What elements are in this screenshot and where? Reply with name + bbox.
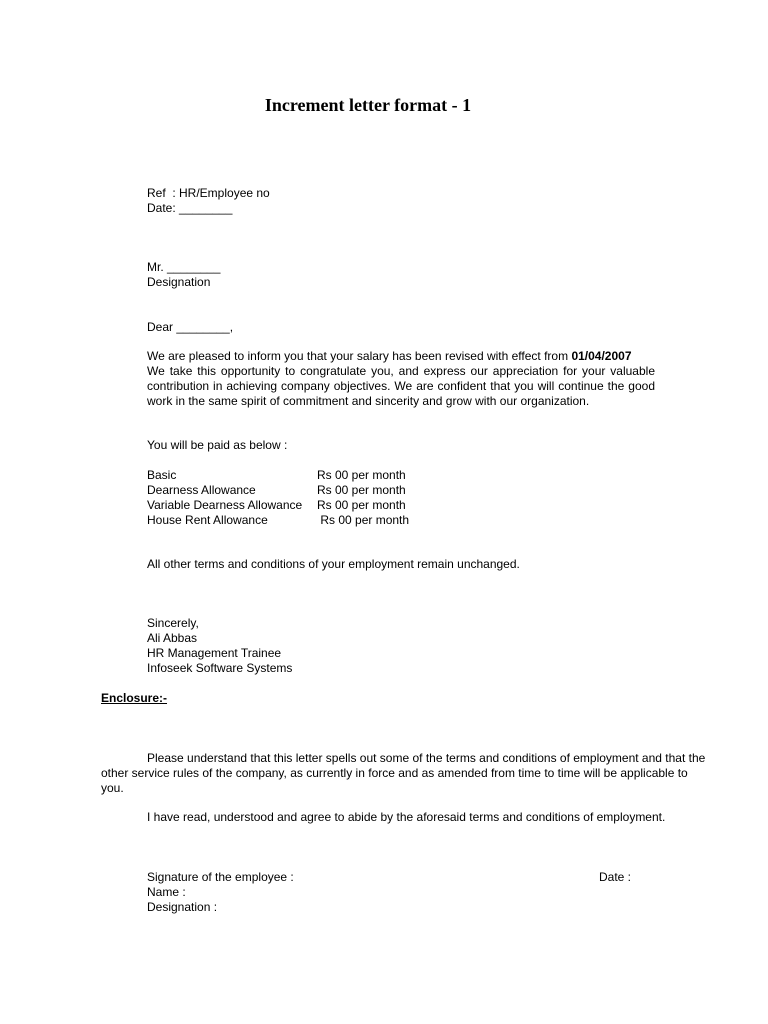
- terms-unchanged: All other terms and conditions of your employment remain unchanged.: [147, 557, 520, 571]
- enclosure-paragraph-1: Please understand that this letter spells out some of the terms and conditions of employment and that the other service rules of the company, as currently in force and as amended from time to time will be applicable to you.: [101, 751, 706, 795]
- pay-row: [147, 498, 409, 513]
- revision-text: We are pleased to inform you that your salary has been revised with effect from: [147, 349, 572, 363]
- enclosure-paragraph-2: I have read, understood and agree to abide by the aforesaid terms and conditions of employment.: [147, 810, 666, 824]
- name-label: Name :: [147, 885, 186, 899]
- employee-signature-block: [147, 870, 294, 915]
- pay-row: [147, 513, 409, 528]
- addressee-name: Mr. ________: [147, 260, 221, 274]
- signature-date-label: Date :: [599, 870, 632, 884]
- effective-date: 01/04/2007: [571, 349, 632, 363]
- closing: Sincerely,: [147, 616, 199, 630]
- date-line: Date: ________: [147, 201, 233, 215]
- pay-row: [147, 468, 409, 483]
- designation-label: Designation :: [147, 900, 218, 914]
- appreciation-text: We take this opportunity to congratulate you, and express our appreciation for your valuable contribution in achieving company objectives. We are confident that you will continue the good work in the same spirit of commitment and sincerity and grow with our organization.: [147, 364, 655, 408]
- ref-line: Ref : HR/Employee no: [147, 186, 270, 200]
- reference-block: [147, 186, 270, 216]
- addressee-block: [147, 260, 220, 290]
- pay-label: Dearness Allowance: [147, 483, 256, 497]
- document-title: Increment letter format - 1: [264, 95, 472, 115]
- pay-amount: Rs 00 per month: [317, 483, 406, 497]
- pay-amount: Rs 00 per month: [317, 513, 410, 527]
- pay-intro: You will be paid as below :: [147, 438, 288, 452]
- signatory-name: Ali Abbas: [147, 631, 198, 645]
- pay-label: Variable Dearness Allowance: [147, 498, 303, 512]
- enclosure-heading: Enclosure:-: [101, 691, 168, 705]
- pay-amount: Rs 00 per month: [317, 468, 406, 482]
- pay-table: [147, 468, 409, 528]
- salutation: Dear ________,: [147, 320, 234, 334]
- addressee-designation: Designation: [147, 275, 211, 289]
- pay-label: Basic: [147, 468, 177, 482]
- body-paragraph-1: [147, 349, 655, 409]
- signature-label: Signature of the employee :: [147, 870, 294, 884]
- signatory-title: HR Management Trainee: [147, 646, 282, 660]
- pay-row: [147, 483, 409, 498]
- company-name: Infoseek Software Systems: [147, 661, 293, 675]
- signoff-block: [147, 616, 292, 676]
- pay-label: House Rent Allowance: [147, 513, 268, 527]
- pay-amount: Rs 00 per month: [317, 498, 406, 512]
